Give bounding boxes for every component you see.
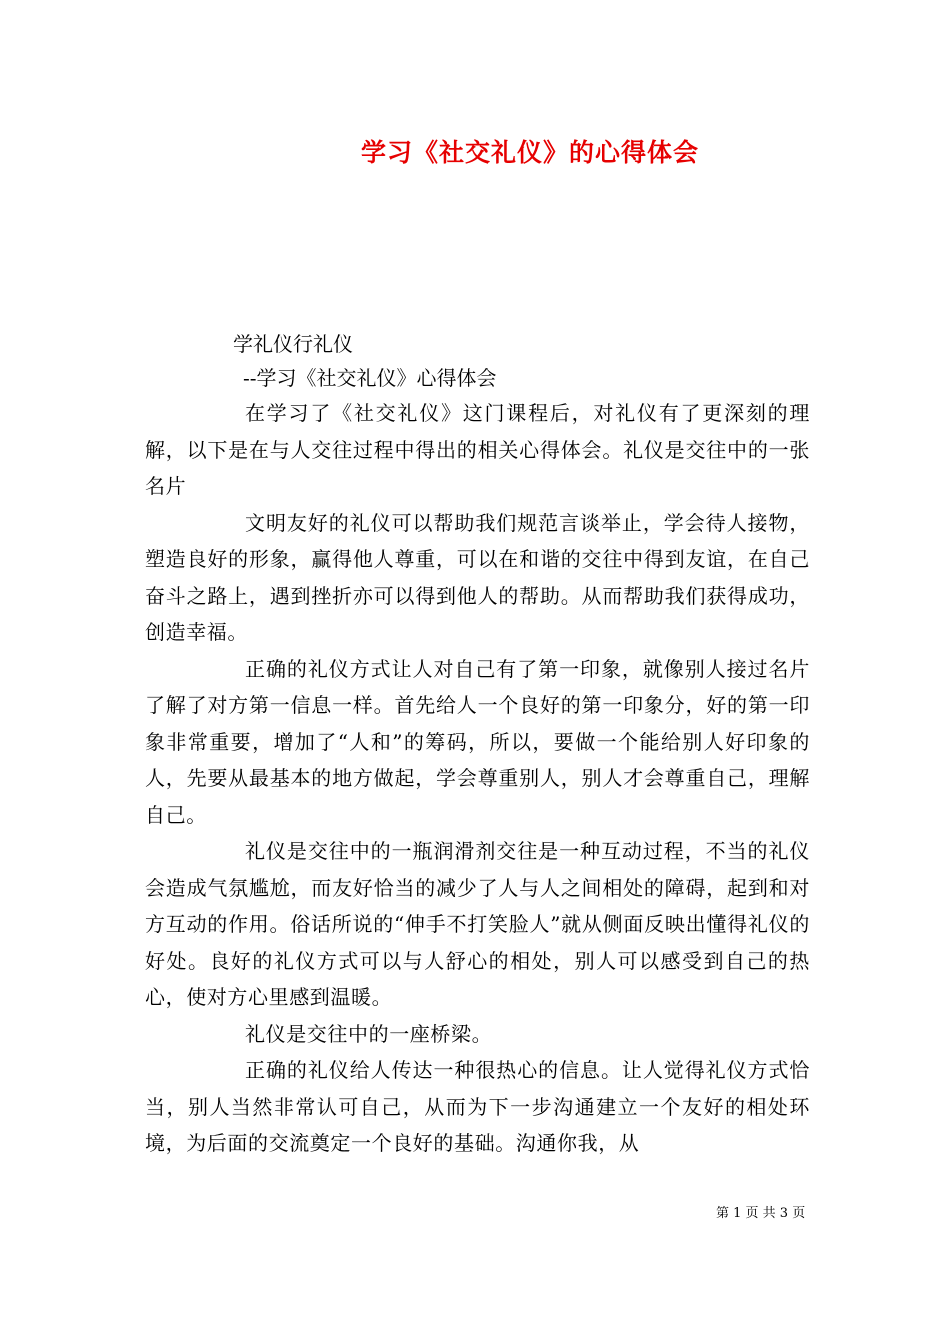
section-heading: 学礼仪行礼仪 (233, 332, 353, 356)
section-subheading: --学习《社交礼仪》心得体会 (243, 366, 497, 390)
page-indicator: 第 1 页 共 3 页 (716, 1206, 806, 1221)
paragraph-4: 礼仪是交往中的一瓶润滑剂交往是一种互动过程，不当的礼仪会造成气氛尴尬，而友好恰当的减少了人与人之间相处的障碍，起到和对方互动的作用。俗话所说的“伸手不打笑脸人”就从侧面反映出懂得礼仪的好处。良好的礼仪方式可以与人舒心的相处，别人可以感受到自己的热心，使对方心里感到温暖。 (145, 839, 810, 1009)
paragraph-1: 在学习了《社交礼仪》这门课程后，对礼仪有了更深刻的理解，以下是在与人交往过程中得出的相关心得体会。礼仪是交往中的一张名片 (145, 401, 810, 498)
paragraph-3: 正确的礼仪方式让人对自己有了第一印象，就像别人接过名片了解了对方第一信息一样。首先给人一个良好的第一印象分，好的第一印象非常重要，增加了“人和”的筹码，所以，要做一个能给别人好印象的人，先要从最基本的地方做起，学会尊重别人，别人才会尊重自己，理解自己。 (145, 656, 810, 827)
document-title: 学习《社交礼仪》的心得体会 (360, 138, 699, 167)
paragraph-2: 文明友好的礼仪可以帮助我们规范言谈举止，学会待人接物，塑造良好的形象，赢得他人尊重，可以在和谐的交往中得到友谊，在自己奋斗之路上，遇到挫折亦可以得到他人的帮助。从而帮助我们获得成功，创造幸福。 (145, 510, 810, 644)
paragraph-5: 礼仪是交往中的一座桥梁。 (245, 1021, 493, 1046)
document-body (145, 395, 810, 1162)
paragraph-6: 正确的礼仪给人传达一种很热心的信息。让人觉得礼仪方式恰当，别人当然非常认可自己，从而为下一步沟通建立一个友好的相处环境，为后面的交流奠定一个良好的基础。沟通你我，从 (145, 1058, 810, 1155)
